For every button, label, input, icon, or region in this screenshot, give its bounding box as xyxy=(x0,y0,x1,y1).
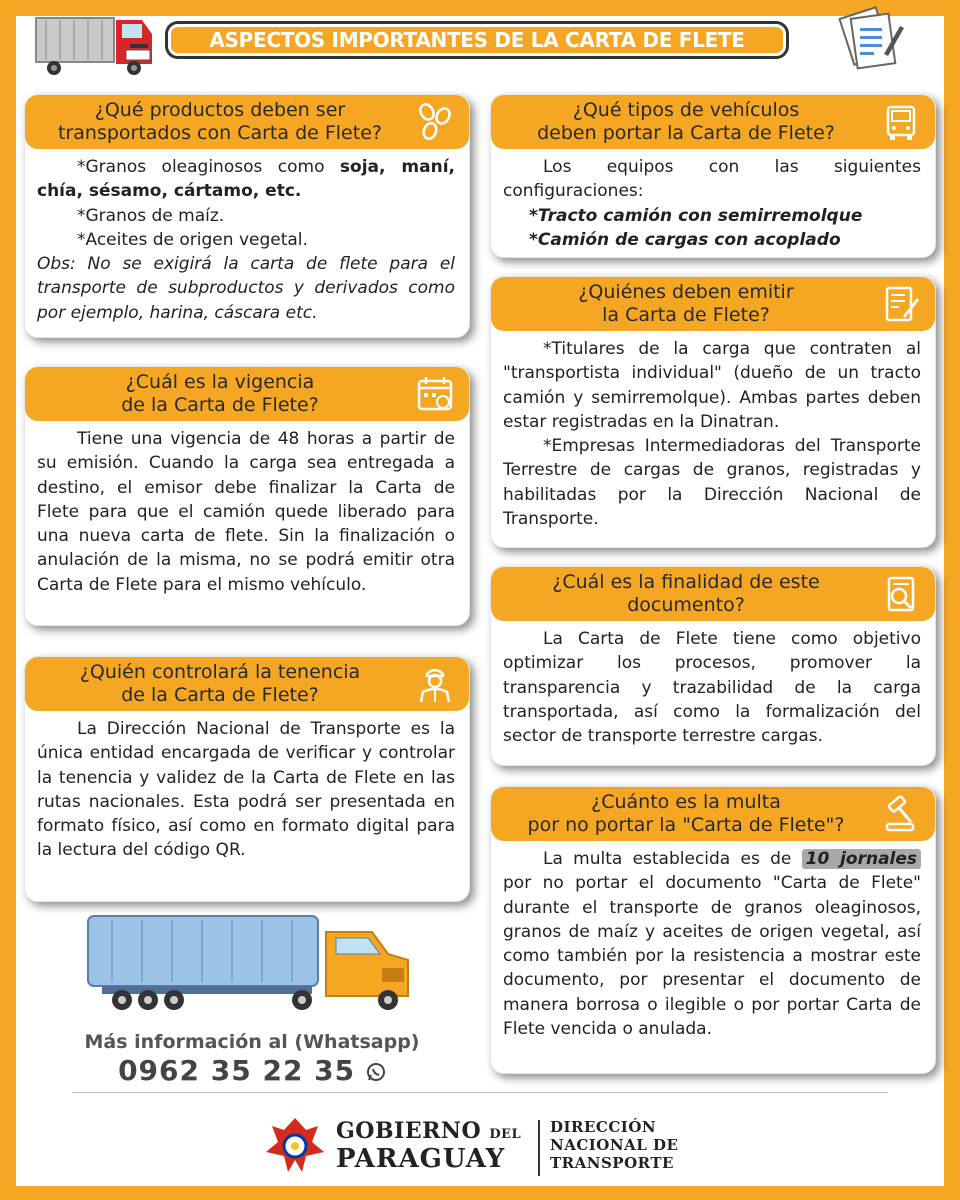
card-header xyxy=(491,787,935,841)
whatsapp-link[interactable] xyxy=(52,1054,452,1088)
body-text: por no portar el documento "Carta de Flete" durante el transporte de granos oleaginosos, granos de maíz y aceites de origen vegetal, así como también por la resistencia a mostrar este documento, por presentar el documento de manera borrosa o ilegible o por portar Carta de Flete vencida o anulada. xyxy=(503,873,921,1040)
body-text: Los equipos con las siguientes configuraciones: xyxy=(503,157,921,202)
dnt-logo xyxy=(550,1118,678,1172)
card-finalidad xyxy=(490,566,936,766)
calendar-icon xyxy=(415,374,455,414)
dnt-line: NACIONAL DE xyxy=(550,1136,679,1154)
card-header xyxy=(491,95,935,149)
card-multa xyxy=(490,786,936,1074)
question-line: ¿Qué productos deben ser xyxy=(94,99,346,121)
gov-name-line1: GOBIERNO xyxy=(336,1118,482,1144)
gov-name-del: DEL xyxy=(489,1127,522,1142)
question-line: ¿Quién controlará la tenencia xyxy=(79,661,361,683)
body-text: *Empresas Intermediadoras del Transporte Terrestre de cargas de granos, registradas y habilitadas por la Dirección Nacional de Transporte. xyxy=(503,436,921,530)
body-text: La Dirección Nacional de Transporte es la única entidad encargada de verificar y controlar la tenencia y validez de la Carta de Flete en las rutas nacionales. Esta podrá ser presentada en formato físico, así como en formato digital para la lectura del código QR. xyxy=(37,719,455,861)
card-emitir xyxy=(490,276,936,548)
body-text: *Aceites de origen vegetal. xyxy=(77,229,308,250)
body-text: *Granos de maíz. xyxy=(77,205,225,226)
paraguay-seal-icon xyxy=(262,1112,328,1180)
logo-separator xyxy=(538,1120,540,1176)
question-line: deben portar la Carta de Flete? xyxy=(537,122,835,144)
question-line: documento? xyxy=(627,594,745,616)
truck-illustration xyxy=(82,910,422,1020)
products-highlight: soja, maní, chía, sésamo, cártamo, etc. xyxy=(37,157,455,202)
question-line: ¿Cuánto es la multa xyxy=(591,791,781,813)
documents-icon xyxy=(826,6,906,76)
question-line: de la Carta de Flete? xyxy=(121,394,319,416)
footer-logos xyxy=(262,1112,702,1182)
question-line: de la Carta de Flete? xyxy=(121,684,319,706)
card-vehiculos xyxy=(490,94,936,258)
question-line: ¿Qué tipos de vehículos xyxy=(572,99,800,121)
more-info-label: Más información al (Whatsapp) xyxy=(84,1031,420,1053)
body-text: La multa establecida es de xyxy=(543,849,802,869)
card-control xyxy=(24,656,470,902)
question-line: ¿Cuál es la vigencia xyxy=(125,371,315,393)
document-search-icon xyxy=(881,574,921,614)
body-text: La Carta de Flete tiene como objetivo optimizar los procesos, promover la transparencia y trazabilidad de la carga transportada, así como la formalización del sector de transporte terrestre cargas. xyxy=(503,629,921,747)
truck-front-icon xyxy=(881,102,921,142)
gavel-icon xyxy=(881,794,921,834)
body-text: *Titulares de la carga que contraten al "transportista individual" (dueño de un tracto camión y semirremolque). Ambas partes deben estar registradas en la Dinatran. xyxy=(503,339,921,432)
card-header xyxy=(25,367,469,421)
page-title: ASPECTOS IMPORTANTES DE LA CARTA DE FLETE xyxy=(168,24,786,56)
phone-number: 0962 35 22 35 xyxy=(118,1054,356,1087)
dnt-line: TRANSPORTE xyxy=(550,1154,674,1172)
gov-name-line2: PARAGUAY xyxy=(336,1144,506,1174)
card-header xyxy=(491,277,935,331)
vehicle-type: *Camión de cargas con acoplado xyxy=(529,229,841,250)
dnt-line: DIRECCIÓN xyxy=(550,1118,657,1136)
divider xyxy=(72,1092,888,1093)
observation-note: Obs: No se exigirá la carta de flete para el transporte de subproductos y derivados como por ejemplo, harina, cáscara etc. xyxy=(37,254,455,323)
whatsapp-icon xyxy=(366,1062,386,1082)
truck-side-icon xyxy=(30,10,160,80)
card-productos xyxy=(24,94,470,338)
body-text: *Granos oleaginosos como xyxy=(77,157,340,177)
question-line: transportados con Carta de Flete? xyxy=(58,122,382,144)
question-line: ¿Quiénes deben emitir xyxy=(578,281,794,303)
question-line: ¿Cuál es la finalidad de este xyxy=(552,571,820,593)
question-line: la Carta de Flete? xyxy=(602,304,770,326)
contract-icon xyxy=(881,284,921,324)
body-text: Tiene una vigencia de 48 horas a partir de su emisión. Cuando la carga sea entregada a destino, el emisor debe finalizar la Carta de Flete para que el camión quede liberado para una nueva carta de flete. Sin la finalización o anulación de la misma, no se podrá emitir otra Carta de Flete para el mismo vehículo. xyxy=(37,429,455,595)
question-line: por no portar la "Carta de Flete"? xyxy=(527,814,845,836)
seeds-icon xyxy=(415,102,455,142)
card-vigencia xyxy=(24,366,470,626)
card-header xyxy=(491,567,935,621)
card-header xyxy=(25,95,469,149)
officer-icon xyxy=(415,664,455,704)
card-header xyxy=(25,657,469,711)
contact-info xyxy=(52,1030,452,1088)
vehicle-type: *Tracto camión con semirremolque xyxy=(529,205,863,226)
fine-amount-badge: 10 jornales xyxy=(802,849,921,869)
